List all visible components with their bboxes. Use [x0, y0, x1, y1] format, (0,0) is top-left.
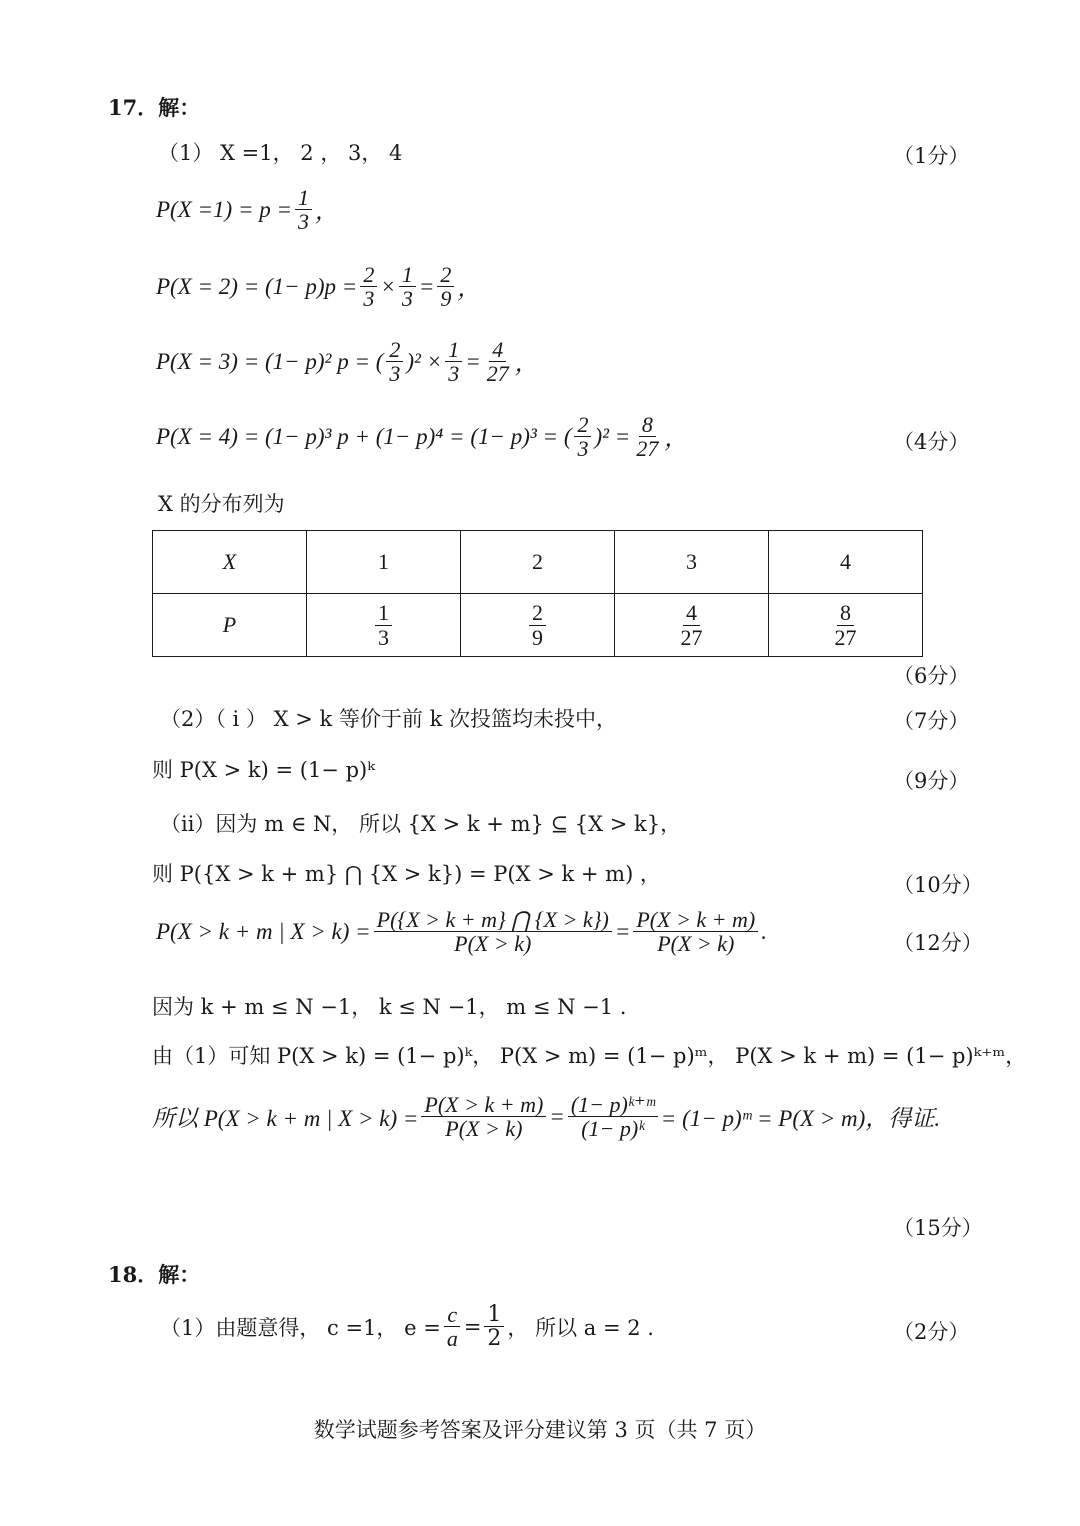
part2-i-text: （2）（ i ） X > k 等价于前 k 次投篮均未投中，: [160, 707, 617, 731]
score-2: （2分）: [893, 1320, 970, 1344]
eq-px1-left: P(X =1) = p =: [156, 196, 292, 222]
table-cell: 3: [615, 531, 769, 594]
fraction: $\frac{8}{27}$: [834, 600, 857, 650]
fraction: $\frac{1}{2}$: [484, 1303, 504, 1350]
table-header-p: P: [153, 594, 307, 657]
score-9: （9分）: [893, 769, 970, 793]
fraction: $\frac{\text{(1− p)ᵏ⁺ᵐ}}{\text{(1− p)ᵏ}}$: [568, 1093, 658, 1140]
fraction: $\frac{8}{27}$: [636, 412, 659, 462]
part2-i-then: 则 P(X > k) = (1− p)ᵏ: [152, 758, 375, 782]
fraction: $\frac{2}{3}$: [386, 338, 403, 385]
score-12: （12分）: [893, 931, 983, 955]
eq-px4: P(X = 4) = (1− p)³ p + (1− p)⁴ = (1− p)³ = ( $\frac{2}{3}$ )² = $\frac{8}{27}$ ，: [156, 412, 688, 462]
conditional-prob-eq: P(X > k + m | X > k) = $\frac{P(\{X > k + m\} ⋂ \{X > k\})}{P(X > k)}$ = $\frac{P(X > k + m)}{P(X > k)}$ .: [156, 907, 767, 957]
q18-part1: （1）由题意得， c =1， e = $\frac{c}{a}$ = $\frac{1}{2}$ ， 所以 a = 2 .: [160, 1302, 654, 1352]
q17-part1-intro: （1） X =1， 2 ， 3， 4: [158, 141, 403, 165]
part2-ii-then: 则 P({X > k + m} ⋂ {X > k}) = P(X > k + m) ，: [152, 862, 661, 886]
q17-heading: 17．解：: [108, 95, 201, 120]
fraction: $\frac{c}{a}$: [444, 1303, 461, 1350]
score-10: （10分）: [893, 873, 983, 897]
distribution-table: [152, 530, 923, 657]
part2-ii-text: （ii）因为 m ∈ N， 所以 {X > k + m} ⊆ {X > k}，: [160, 812, 682, 836]
score-15: （15分）: [893, 1216, 983, 1240]
fraction: $\frac{1}{3}$: [295, 186, 312, 233]
table-row: [153, 531, 923, 594]
table-cell: [615, 594, 769, 657]
fraction: $\frac{2}{3}$: [574, 413, 591, 460]
table-row: [153, 594, 923, 657]
table-cell: [307, 594, 461, 657]
distribution-label: X 的分布列为: [158, 492, 285, 516]
table-cell: 4: [769, 531, 923, 594]
table-cell: [461, 594, 615, 657]
fraction: $\frac{P(\{X > k + m\} ⋂ \{X > k\})}{P(X > k)}$: [374, 908, 612, 955]
eq-px3: P(X = 3) = (1− p)² p = ( $\frac{2}{3}$ )² × $\frac{1}{3}$ = $\frac{4}{27}$ ，: [156, 337, 538, 387]
table-cell: [769, 594, 923, 657]
fraction: $\frac{2}{9}$: [529, 601, 546, 648]
table-cell: 1: [307, 531, 461, 594]
page-footer: 数学试题参考答案及评分建议第 3 页（共 7 页）: [313, 1418, 767, 1442]
fraction: $\frac{1}{3}$: [399, 263, 416, 310]
because-line: 因为 k + m ≤ N −1， k ≤ N −1， m ≤ N −1 .: [152, 995, 627, 1019]
q18-heading: 18．解：: [108, 1262, 201, 1287]
score-4: （4分）: [893, 430, 970, 454]
conclusion-eq: 所以 P(X > k + m | X > k) = $\frac{P(X > k + m)}{P(X > k)}$ = $\frac{\text{(1− p)ᵏ⁺ᵐ}}{\text{(1− p)ᵏ}}$ = (1− p)ᵐ = P(X > m)，得证.: [152, 1092, 941, 1142]
fraction: $\frac{4}{27}$: [486, 337, 509, 387]
fraction: $\frac{2}{3}$: [360, 263, 377, 310]
table-cell: 2: [461, 531, 615, 594]
eq-px1: P(X =1) = p = $\frac{1}{3}$ ，: [156, 185, 338, 235]
fraction: $\frac{2}{9}$: [437, 263, 454, 310]
table-header-x: X: [153, 531, 307, 594]
score-1: （1分）: [893, 144, 970, 168]
eq-px2: P(X = 2) = (1− p)p = $\frac{2}{3}$ × $\frac{1}{3}$ = $\frac{2}{9}$ ，: [156, 262, 481, 312]
fraction: $\frac{1}{3}$: [445, 338, 462, 385]
fraction: $\frac{1}{3}$: [375, 601, 392, 648]
fraction: $\frac{P(X > k + m)}{P(X > k)}$: [421, 1093, 546, 1140]
score-6: （6分）: [893, 664, 970, 688]
fraction: $\frac{4}{27}$: [680, 600, 703, 650]
fraction: $\frac{P(X > k + m)}{P(X > k)}$: [633, 908, 758, 955]
score-7: （7分）: [893, 709, 970, 733]
from-part1-line: 由（1）可知 P(X > k) = (1− p)ᵏ， P(X > m) = (1− p)ᵐ， P(X > k + m) = (1− p)ᵏ⁺ᵐ，: [152, 1044, 1027, 1068]
